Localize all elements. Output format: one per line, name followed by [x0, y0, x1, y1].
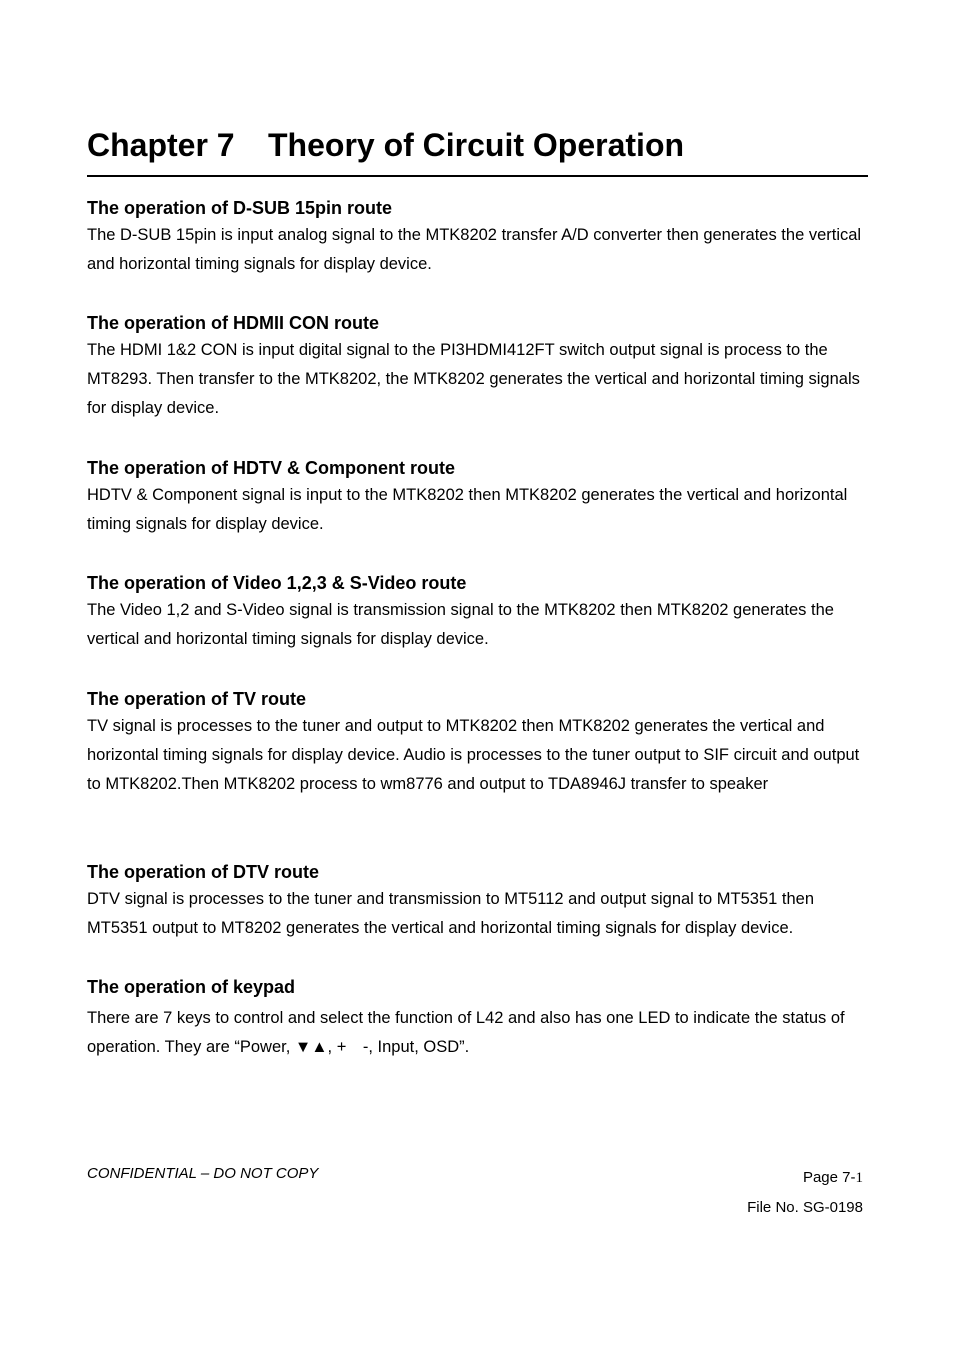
section-keypad — [87, 974, 872, 1062]
section-body: There are 7 keys to control and select the function of L42 and also has one LED to indicate the status of operation. They are “Power, ▼▲, + -, Input, OSD”. — [87, 1009, 845, 1056]
section-dsub — [87, 195, 872, 279]
section-body: HDTV & Component signal is input to the MTK8202 then MTK8202 generates the vertical and horizontal timing signals for display device. — [87, 486, 848, 533]
file-number: File No. SG-0198 — [747, 1199, 863, 1216]
chapter-name: Theory of Circuit Operation — [268, 127, 685, 163]
section-hdmi — [87, 310, 872, 423]
page-number-value: 1 — [855, 1170, 863, 1186]
section-heading: The operation of keypad — [87, 977, 296, 997]
confidential-notice: CONFIDENTIAL – DO NOT COPY — [87, 1165, 319, 1182]
page-label: Page 7- — [802, 1169, 856, 1186]
footer-page-info — [747, 1163, 863, 1222]
section-body: The HDMI 1&2 CON is input digital signal to the PI3HDMI412FT switch output signal is process to the MT8293. Then transfer to the MTK8202, the MTK8202 generates the vertical and horizontal timing signals for display device. — [87, 341, 860, 417]
section-tv — [87, 686, 872, 799]
chapter-number: Chapter 7 — [87, 127, 235, 163]
section-dtv — [87, 859, 872, 943]
section-body: The D-SUB 15pin is input analog signal to the MTK8202 transfer A/D converter then generates the vertical and horizontal timing signals for display device. — [87, 226, 862, 273]
section-heading: The operation of HDMII CON route — [87, 313, 379, 333]
section-heading: The operation of HDTV & Component route — [87, 458, 455, 478]
chapter-title — [87, 124, 868, 166]
section-heading: The operation of TV route — [87, 689, 306, 709]
section-hdtv-component — [87, 455, 872, 539]
title-divider — [87, 175, 868, 177]
section-heading: The operation of Video 1,2,3 & S-Video route — [87, 573, 467, 593]
section-body: The Video 1,2 and S-Video signal is transmission signal to the MTK8202 then MTK8202 generates the vertical and horizontal timing signals for display device. — [87, 601, 834, 648]
section-heading: The operation of D-SUB 15pin route — [87, 198, 393, 218]
section-video-svideo — [87, 570, 872, 654]
section-heading: The operation of DTV route — [87, 862, 319, 882]
section-body: TV signal is processes to the tuner and output to MTK8202 then MTK8202 generates the vertical and horizontal timing signals for display device. Audio is processes to the tuner output to SIF circuit and output to MTK8202.Then MTK8202 process to wm8776 and output to TDA8946J transfer to speaker — [87, 717, 860, 793]
page-number — [747, 1163, 863, 1193]
section-body: DTV signal is processes to the tuner and transmission to MT5112 and output signal to MT5351 then MT5351 output to MT8202 generates the vertical and horizontal timing signals for display device. — [87, 890, 815, 937]
